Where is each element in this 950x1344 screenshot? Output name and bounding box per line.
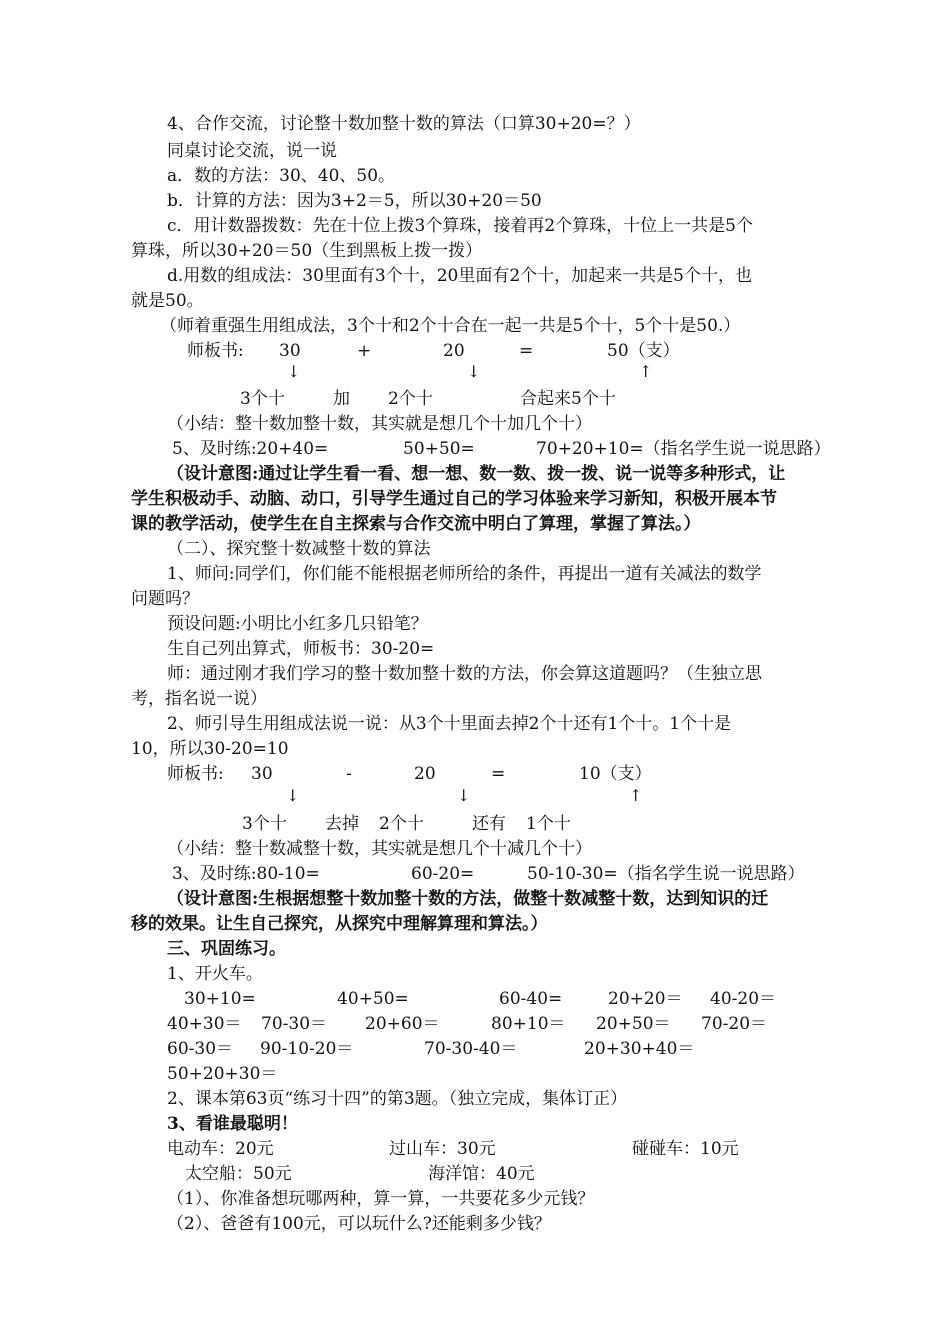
arrow-down-icon: ↓: [467, 362, 481, 381]
board2-word-result1: 还有: [472, 814, 506, 834]
train-item: 30+10=: [184, 989, 256, 1009]
train-item: 70-20＝: [701, 1014, 768, 1034]
board2-word-result2: 1个十: [526, 814, 571, 834]
teacher-line1: 师：通过刚才我们学习的整十数加整十数的方法，你会算这道题吗？（生独立思: [167, 664, 762, 684]
arrow-up-icon: ↑: [639, 362, 653, 381]
board2-word-2: 2个十: [379, 814, 424, 834]
board-word-2: 2个十: [388, 389, 433, 409]
design-intent-1-line1: （设计意图:通过让学生看一看、想一想、数一数、拨一拨、说一说等多种形式，让: [167, 464, 786, 484]
question-line2: 问题吗？: [131, 589, 199, 609]
method-b: b．计算的方法：因为3+2＝5，所以30+20＝50: [167, 191, 542, 211]
price-item: 过山车：30元: [389, 1139, 496, 1159]
guide-line2: 10，所以30-20=10: [131, 739, 289, 759]
addition-heading: 4、合作交流，讨论整十数加整十数的算法（口算30+20=？）: [167, 114, 641, 134]
train-item: 20+60＝: [365, 1014, 440, 1034]
board2-number-2: 20: [414, 764, 436, 784]
train-item: 50+20+30＝: [167, 1064, 278, 1084]
teacher-line2: 考，指名说一说）: [131, 689, 267, 709]
board-label: 师板书:: [187, 341, 244, 361]
train-item: 90-10-20＝: [260, 1039, 354, 1059]
method-d-line1: d.用数的组成法：30里面有3个十，20里面有2个十，加起来一共是5个十，也: [167, 266, 752, 286]
board2-label: 师板书:: [167, 764, 224, 784]
subtraction-practice-2: 60-20=: [411, 864, 475, 884]
design-intent-1-line2: 学生积极动手、动脑、动口，引导学生通过自己的学习体验来学习新知，积极开展本节: [131, 489, 777, 509]
arrow-down-icon: ↓: [457, 786, 471, 805]
train-item: 70-30＝: [261, 1014, 328, 1034]
smart-title: 3、看谁最聪明！: [167, 1114, 298, 1134]
guide-line1: 2、师引导生用组成法说一说：从3个十里面去掉2个十还有1个十。1个十是: [167, 714, 732, 734]
subtraction-summary: （小结：整十数减整十数，其实就是想几个十减几个十）: [167, 839, 592, 859]
addition-practice-3: 70+20+10=（指名学生说一说思路）: [536, 439, 831, 459]
train-item: 60-30＝: [167, 1039, 234, 1059]
board2-result: 10（支）: [579, 764, 652, 784]
price-item: 海洋馆：40元: [428, 1164, 535, 1184]
train-item: 60-40=: [499, 989, 563, 1009]
question-1: （1）、你准备想玩哪两种，算一算，一共要花多少元钱？: [167, 1189, 595, 1209]
preset-question: 预设问题:小明比小红多几只铅笔？: [167, 614, 428, 634]
addition-summary: （小结：整十数加整十数，其实就是想几个十加几个十）: [167, 414, 592, 434]
arrow-up-icon: ↑: [629, 786, 643, 805]
board-number-2: 20: [443, 341, 465, 361]
board-word-op: 加: [333, 389, 350, 409]
addition-practice-2: 50+50=: [403, 439, 475, 459]
arrow-down-icon: ↓: [286, 786, 300, 805]
train-item: 40+30＝: [167, 1014, 242, 1034]
board-word-1: 3个十: [240, 389, 285, 409]
method-d-line2: 就是50。: [131, 291, 204, 311]
subtraction-practice-3: 50-10-30=（指名学生说一说思路）: [527, 864, 805, 884]
board2-operator: -: [346, 764, 352, 784]
method-c-line2: 算珠，所以30+20＝50（生到黑板上拨一拨）: [131, 241, 483, 261]
board2-word-op: 去掉: [325, 814, 359, 834]
price-item: 电动车：20元: [167, 1139, 274, 1159]
method-c-line1: c．用计数器拨数：先在十位上拨3个算珠，接着再2个算珠，十位上一共是5个: [167, 216, 753, 236]
board-equals: =: [519, 341, 534, 361]
teacher-note: （师着重强生用组成法，3个十和2个十合在一起一共是5个十，5个十是50.）: [160, 316, 741, 336]
board-operator: +: [357, 341, 372, 361]
train-item: 20+20＝: [608, 989, 683, 1009]
addition-practice-1: 5、及时练:20+40=: [172, 439, 329, 459]
train-item: 40+50=: [337, 989, 409, 1009]
design-intent-1-line3: 课的教学活动，使学生在自主探索与合作交流中明白了算理，掌握了算法。）: [131, 514, 701, 534]
design-intent-2-line2: 移的效果。让生自己探究，从探究中理解算理和算法。）: [131, 914, 548, 934]
train-item: 40-20＝: [710, 989, 777, 1009]
train-title: 1、开火车。: [167, 964, 263, 984]
subtraction-practice-1: 3、及时练:80-10=: [172, 864, 320, 884]
question-line1: 1、师问:同学们，你们能不能根据老师所给的条件，再提出一道有关减法的数学: [167, 564, 762, 584]
price-item: 太空船：50元: [185, 1164, 292, 1184]
train-item: 20+30+40＝: [584, 1039, 695, 1059]
addition-intro: 同桌讨论交流，说一说: [167, 141, 337, 161]
textbook-exercise: 2、课本第63页“练习十四”的第3题。（独立完成，集体订正）: [167, 1089, 628, 1109]
method-a: a．数的方法：30、40、50。: [167, 166, 396, 186]
student-list: 生自己列出算式，师板书：30-20=: [167, 639, 435, 659]
board-number-1: 30: [279, 341, 301, 361]
train-item: 70-30-40＝: [424, 1039, 518, 1059]
board2-word-1: 3个十: [242, 814, 287, 834]
board-result: 50（支）: [607, 341, 680, 361]
design-intent-2-line1: （设计意图:生根据想整十数加整十数的方法，做整十数减整十数，达到知识的迁: [167, 889, 769, 909]
question-2: （2）、爸爸有100元，可以玩什么?还能剩多少钱？: [167, 1214, 551, 1234]
board2-equals: =: [491, 764, 506, 784]
train-item: 80+10＝: [491, 1014, 566, 1034]
train-item: 20+50＝: [596, 1014, 671, 1034]
board2-number-1: 30: [251, 764, 273, 784]
subtraction-heading: （二）、探究整十数减整十数的算法: [167, 539, 431, 559]
price-item: 碰碰车：10元: [632, 1139, 739, 1159]
arrow-down-icon: ↓: [287, 362, 301, 381]
practice-heading: 三、巩固练习。: [167, 939, 286, 959]
board-word-result: 合起来5个十: [520, 389, 616, 409]
